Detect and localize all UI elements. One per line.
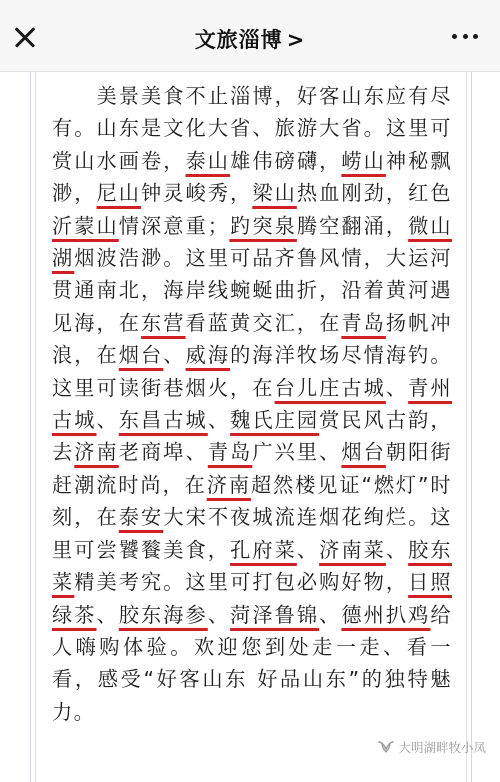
paragraph-text: 赏民风古韵，去 bbox=[52, 408, 452, 465]
paragraph-text: 精美考究。这里可打包必购好物， bbox=[74, 570, 409, 595]
paragraph-text: 的海洋牧场尽情海钓。这里可读街巷烟火，在 bbox=[52, 343, 452, 400]
highlighted-place-name: 威海 bbox=[185, 343, 231, 368]
paragraph-text: 美景美食不止淄博，好客山东应有尽有。山东是文化大省、旅游大省。这里可赏山水画卷， bbox=[52, 84, 452, 173]
highlighted-place-name: 济南 bbox=[74, 440, 119, 465]
highlighted-place-name: 东营 bbox=[141, 310, 186, 335]
account-name[interactable]: 文旅淄博 bbox=[194, 28, 283, 52]
paragraph-text: 、 bbox=[319, 602, 342, 627]
paragraph-text: 大宋不夜城流连烟花绚烂。这里可尝饕餮美食， bbox=[52, 505, 453, 562]
paragraph-text: 神秘飘渺， bbox=[52, 148, 452, 206]
highlighted-place-name: 青岛 bbox=[207, 440, 253, 465]
paragraph-text: 看蓝黄交汇，在 bbox=[185, 310, 342, 335]
paragraph-text: 、 bbox=[385, 375, 409, 400]
highlighted-place-name: 尼山 bbox=[96, 181, 142, 206]
highlighted-place-name: 烟台 bbox=[118, 343, 164, 368]
highlighted-place-name: 东昌古城 bbox=[118, 408, 208, 433]
highlighted-place-name: 烟台 bbox=[341, 440, 386, 465]
highlighted-place-name: 胶东海参 bbox=[118, 602, 208, 627]
paragraph-text: 、 bbox=[296, 537, 320, 562]
paragraph-text: 、 bbox=[207, 408, 231, 433]
paragraph-text: 、 bbox=[96, 408, 119, 433]
watermark bbox=[378, 738, 486, 756]
highlighted-place-name: 泰山 bbox=[185, 148, 231, 173]
paragraph-text: 超然楼见证“燃灯”时刻，在 bbox=[52, 472, 452, 530]
highlighted-place-name: 微山湖 bbox=[52, 213, 453, 271]
top-bar bbox=[0, 0, 500, 72]
highlighted-place-name: 德州扒鸡 bbox=[341, 602, 431, 627]
highlighted-place-name: 济南 bbox=[206, 472, 251, 497]
highlighted-place-name: 孔府菜 bbox=[230, 537, 297, 562]
more-options-icon[interactable] bbox=[452, 34, 478, 40]
highlighted-place-name: 青岛 bbox=[341, 310, 386, 335]
paragraph-text: 钟灵峻秀， bbox=[141, 181, 253, 206]
highlighted-place-name: 胶东菜 bbox=[52, 537, 453, 595]
wechat-channel-icon bbox=[378, 740, 394, 754]
highlighted-place-name: 济南菜 bbox=[319, 537, 386, 562]
highlighted-place-name: 日照绿茶 bbox=[52, 570, 452, 627]
paragraph-text: 情深意重； bbox=[118, 213, 230, 238]
watermark-text: 大明湖畔牧小凤 bbox=[398, 740, 486, 755]
paragraph-text: 给人嗨购体验。欢迎您到处走一走、看一看，感受“好客山东 好品山东”的独特魅力。 bbox=[52, 602, 452, 724]
paragraph-text: 雄伟磅礴， bbox=[230, 148, 342, 173]
paragraph-text: 、 bbox=[385, 537, 409, 562]
highlighted-place-name: 青州古城 bbox=[52, 375, 452, 433]
paragraph-text: 、 bbox=[163, 343, 186, 368]
paragraph-text: 扬帆冲浪，在 bbox=[52, 310, 452, 368]
highlighted-place-name: 泰安 bbox=[118, 505, 164, 530]
paragraph-text: 朝阳街赶潮流时尚，在 bbox=[52, 440, 452, 497]
article-body bbox=[52, 80, 452, 728]
highlighted-place-name: 台儿庄古城 bbox=[274, 375, 386, 400]
highlighted-place-name: 魏氏庄园 bbox=[230, 408, 320, 433]
highlighted-place-name: 崂山 bbox=[341, 148, 386, 173]
paragraph-text: 烟波浩渺。这里可品齐鲁风情，大运河贯通南北，海岸线蜿蜒曲折，沿着黄河遇见海，在 bbox=[52, 246, 452, 335]
highlighted-place-name: 菏泽鲁锦 bbox=[230, 602, 320, 627]
paragraph-text: 热血刚劲，红色 bbox=[296, 181, 452, 206]
chevron-right-icon[interactable]: > bbox=[286, 28, 306, 52]
account-title[interactable] bbox=[0, 24, 500, 54]
paragraph-text: 、 bbox=[96, 602, 119, 627]
paragraph-text: 腾空翻涌， bbox=[296, 213, 409, 238]
highlighted-place-name: 沂蒙山 bbox=[52, 213, 119, 238]
paragraph-text: 、 bbox=[207, 602, 231, 627]
highlighted-place-name: 梁山 bbox=[252, 181, 297, 206]
highlighted-place-name: 趵突泉 bbox=[229, 213, 297, 238]
paragraph-text: 广兴里、 bbox=[252, 440, 342, 465]
paragraph-text: 老商埠、 bbox=[118, 440, 208, 465]
